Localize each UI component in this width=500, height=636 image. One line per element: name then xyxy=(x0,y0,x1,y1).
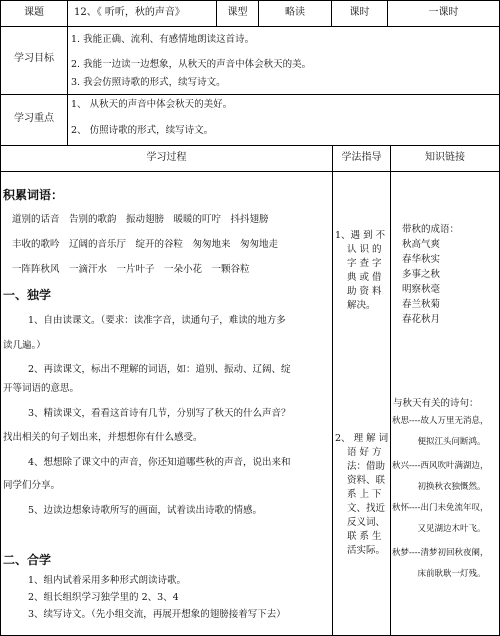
idiom-item: 春华秋实 xyxy=(402,254,441,265)
section1-line: 4、想想除了课文中的声音，你还知道哪些秋的声音，说出来和 xyxy=(28,457,291,468)
guide-tip1-line: 认 识 的 xyxy=(347,244,382,255)
guide-tip2-line: 文、找近 xyxy=(347,503,386,514)
objective-item: 2. 我能一边读一边想象，从秋天的声音中体会秋天的美。 xyxy=(71,59,312,70)
section2-line: 3、续写诗文。（先小组交流，再展开想象的翅膀接着写下去） xyxy=(28,609,286,620)
period-label: 课时 xyxy=(349,7,370,18)
course-label: 课题 xyxy=(24,7,44,18)
poem-line: 床前耿耿一灯残。 xyxy=(392,569,486,579)
rule-focus-bottom xyxy=(0,145,500,146)
vocab-line: 丰收的歌吟 辽阔的音乐厅 绽开的谷粒 匆匆地来 匆匆地走 xyxy=(12,239,279,250)
poem-line: 便拟江头问断鸿。 xyxy=(392,437,486,447)
section1-line: 同学们分享。 xyxy=(3,480,61,491)
process-heading: 学习过程 xyxy=(146,152,187,163)
section1-line: 3、精读课文，看看这首诗有几节，分别写了秋天的什么声音？ xyxy=(28,408,291,419)
guide-tip1-line: 字 查 字 xyxy=(347,258,382,269)
poem-line: 秋兴----西风吹叶满湖边， xyxy=(392,461,489,471)
section1-line: 1、自由读课文。（要求：读准字音，读通句子，难读的地方多 xyxy=(28,315,286,326)
guide-tip1-line: 典 或 借 xyxy=(347,272,382,283)
focus-item: 2、 仿照诗歌的形式，续写诗文。 xyxy=(71,125,214,136)
guide-tip2-line: 系 上 下 xyxy=(347,489,382,500)
idiom-item: 春花秋月 xyxy=(402,314,441,325)
guide-tip2-line: 活实际。 xyxy=(347,545,386,556)
vocab-line: 道别的话音 告别的歌韵 振动翅膀 暖暖的叮咛 抖抖翅膀 xyxy=(12,214,269,225)
idioms-title: 带秋的成语： xyxy=(402,224,460,235)
section2-line: 1、组内试着采用多种形式朗读诗歌。 xyxy=(28,575,187,586)
rule-label-col xyxy=(67,0,68,146)
guide-tip2-line: 联 系 生 xyxy=(347,531,382,542)
idiom-item: 多事之秋 xyxy=(402,269,441,280)
section1-title: 一、独学 xyxy=(3,288,52,302)
poem-line: 又见湖边木叶飞。 xyxy=(392,524,486,534)
section1-line: 找出相关的句子划出来，并想想你有什么感受。 xyxy=(3,432,203,443)
objectives-label: 学习目标 xyxy=(14,53,54,64)
guide-tip2-line: 法：借助 xyxy=(347,461,386,472)
section1-line: 开等词语的意思。 xyxy=(3,383,80,394)
section1-line: 5、边读边想象诗歌所写的画面，试着读出诗歌的情感。 xyxy=(28,505,263,516)
poem-line: 秋梦----清梦初回秋夜阑， xyxy=(392,548,489,558)
guide-tip2-line: 2、 理 解 词 xyxy=(335,433,389,444)
course-title: 12、《 听听，秋的声音》 xyxy=(74,7,185,18)
objective-item: 1. 我能正确、流利、有感情地朗读这首诗。 xyxy=(71,34,255,45)
section1-line: 2、再读课文，标出不理解的词语，如：道别、振动、辽阔、绽 xyxy=(28,364,291,375)
guide-tip1-line: 助 资 料 xyxy=(347,286,382,297)
rule-left xyxy=(0,0,1,636)
guide-tip2-line: 资料、联 xyxy=(347,475,386,486)
guide-heading: 学法指导 xyxy=(341,152,382,163)
poem-line: 秋思----故人万里无消息， xyxy=(392,416,489,426)
type-label: 课型 xyxy=(227,7,248,18)
poems-title: 与秋天有关的诗句： xyxy=(393,398,479,409)
guide-tip2-line: 反义词、 xyxy=(347,517,386,528)
focus-item: 1、 从秋天的声音中体会秋天的美好。 xyxy=(71,99,233,110)
rule-knowledge-col xyxy=(390,146,391,636)
type-value: 略读 xyxy=(285,7,305,18)
guide-tip1-line: 1、遇 到 不 xyxy=(335,230,386,241)
rule-top xyxy=(0,0,500,1)
rule-colhead-bottom xyxy=(0,171,500,172)
guide-tip1-line: 解决。 xyxy=(347,300,376,311)
objective-item: 3. 我会仿照诗歌的形式，续写诗文。 xyxy=(71,77,226,88)
knowledge-heading: 知识链接 xyxy=(425,152,465,163)
vocab-title: 积累词语： xyxy=(3,188,64,202)
idiom-item: 明察秋毫 xyxy=(402,284,441,295)
rule-objectives-bottom xyxy=(0,94,500,95)
guide-tip2-line: 语 好 方 xyxy=(347,447,382,458)
section2-line: 2、组长组织学习独学里的 2、3、4 xyxy=(28,592,179,603)
poem-line: 秋怀----出门未免流年叹， xyxy=(392,503,489,513)
section1-line: 读几遍。） xyxy=(3,340,46,351)
idiom-item: 春兰秋菊 xyxy=(402,299,441,310)
rule-header-bottom xyxy=(0,26,500,27)
focus-label: 学习重点 xyxy=(14,113,54,124)
section2-title: 二、合学 xyxy=(3,553,52,567)
period-value: 一课时 xyxy=(428,7,459,18)
poem-line: 初换秋衣独慨然。 xyxy=(392,482,486,492)
rule-guide-col xyxy=(332,146,333,636)
idiom-item: 秋高气爽 xyxy=(402,239,441,250)
vocab-line: 一阵阵秋风 一滴汗水 一片叶子 一朵小花 一颗谷粒 xyxy=(12,264,250,275)
